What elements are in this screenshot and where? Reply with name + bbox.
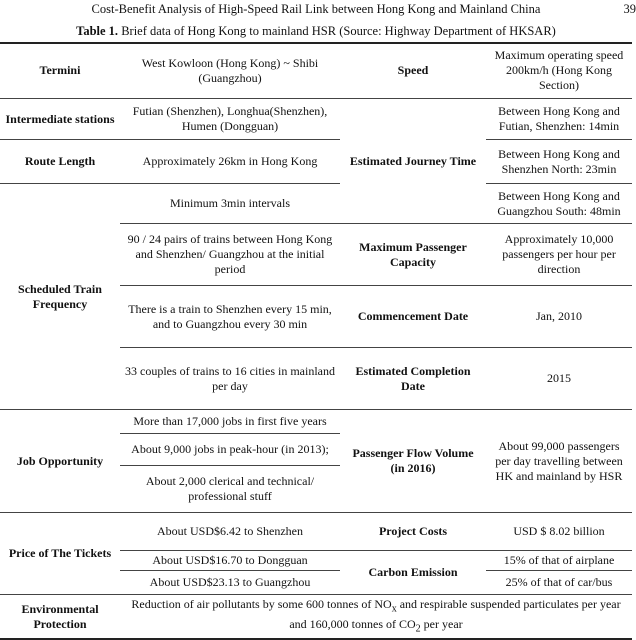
- environmental-protection-label: Environmental Protection: [21, 601, 99, 631]
- passenger-flow-label: Passenger Flow Volume (in 2016): [352, 446, 474, 475]
- carbon-emission-label: Carbon Emission: [368, 565, 458, 579]
- running-head-title: Cost-Benefit Analysis of High-Speed Rail Link between Hong Kong and Mainland China: [91, 2, 541, 16]
- environmental-protection-text-part: per year: [420, 616, 463, 631]
- page-number: 39: [623, 2, 636, 16]
- completion-date-value: 2015: [547, 371, 571, 385]
- completion-date-label: Estimated Completion Date: [355, 363, 471, 393]
- ticket-price-guangzhou: About USD$23.13 to Guangzhou: [149, 575, 311, 589]
- nox-subscript: x: [391, 603, 397, 615]
- passenger-flow-value: About 99,000 passengers per day travelling between HK and mainland by HSR: [495, 438, 623, 483]
- journey-time-guangzhou-south: Between Hong Kong and Guangzhou South: 48min: [497, 188, 621, 218]
- commencement-date-label: Commencement Date: [357, 309, 469, 323]
- environmental-protection-text: [128, 597, 624, 636]
- running-head: [0, 2, 636, 18]
- job-opportunity-five-years: More than 17,000 jobs in first five years: [133, 414, 327, 428]
- project-costs-label: Project Costs: [378, 524, 448, 538]
- intermediate-stations-label: Intermediate stations: [5, 111, 115, 126]
- termini-label: Termini: [39, 63, 81, 77]
- train-frequency-schedule: There is a train to Shenzhen every 15 min, and to Guangzhou every 30 min: [128, 301, 332, 331]
- train-frequency-label: Scheduled Train Frequency: [18, 281, 102, 311]
- commencement-date-value: Jan, 2010: [536, 309, 582, 323]
- termini-value: West Kowloon (Hong Kong) ~ Shibi (Guangzhou): [141, 55, 319, 85]
- train-frequency-initial: 90 / 24 pairs of trains between Hong Kong and Shenzhen/ Guangzhou at the initial period: [127, 232, 333, 276]
- job-opportunity-peak: About 9,000 jobs in peak-hour (in 2013);: [131, 442, 329, 456]
- journey-time-label: Estimated Journey Time: [349, 153, 477, 168]
- co2-subscript: 2: [415, 622, 421, 634]
- speed-label: Speed: [397, 63, 429, 77]
- ticket-price-label: Price of The Tickets: [8, 546, 112, 560]
- route-length-label: Route Length: [24, 154, 96, 168]
- train-frequency-interval: Minimum 3min intervals: [170, 196, 290, 210]
- ticket-price-shenzhen: About USD$6.42 to Shenzhen: [157, 524, 303, 538]
- project-costs-value: USD $ 8.02 billion: [513, 524, 605, 538]
- journey-time-futian: Between Hong Kong and Futian, Shenzhen: 14min: [498, 104, 620, 133]
- passenger-capacity-value: Approximately 10,000 passengers per hour per direction: [502, 232, 616, 276]
- passenger-capacity-label: Maximum Passenger Capacity: [359, 239, 467, 269]
- table-caption-text: Brief data of Hong Kong to mainland HSR (Source: Highway Department of HKSAR): [118, 24, 556, 38]
- environmental-protection-text-part: and respirable suspended particulates per year and 160,000 tonnes of CO: [289, 597, 621, 631]
- speed-value: Maximum operating speed 200km/h (Hong Kong Section): [494, 48, 624, 92]
- table-caption-label: Table 1.: [76, 24, 119, 38]
- intermediate-stations-value: Futian (Shenzhen), Longhua(Shenzhen), Humen (Dongguan): [132, 104, 328, 133]
- job-opportunity-clerical: About 2,000 clerical and technical/ professional stuff: [145, 474, 315, 503]
- table-caption: [0, 24, 632, 39]
- carbon-emission-car: 25% of that of car/bus: [505, 575, 613, 589]
- carbon-emission-airplane: 15% of that of airplane: [503, 553, 615, 567]
- train-frequency-cities: 33 couples of trains to 16 cities in mainland per day: [125, 363, 335, 393]
- environmental-protection-value: [120, 595, 632, 638]
- environmental-protection-text-part: Reduction of air pollutants by some 600 tonnes of NO: [131, 597, 392, 612]
- journey-time-shenzhen-north: Between Hong Kong and Shenzhen North: 23min: [498, 146, 620, 176]
- ticket-price-dongguan: About USD$16.70 to Dongguan: [152, 553, 308, 567]
- route-length-value: Approximately 26km in Hong Kong: [142, 154, 318, 168]
- job-opportunity-label: Job Opportunity: [16, 453, 104, 468]
